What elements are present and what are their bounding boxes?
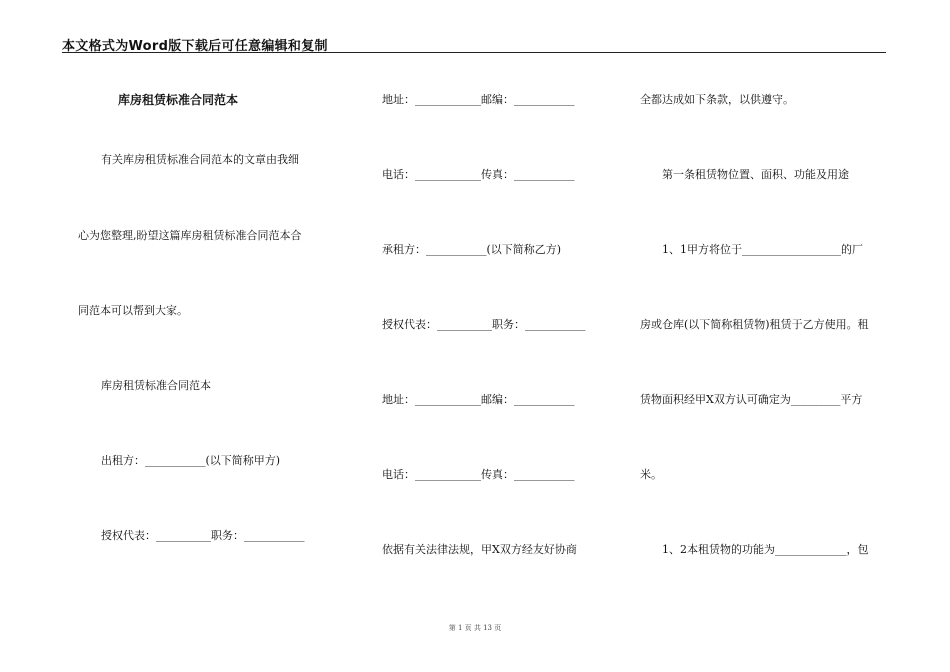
section-heading: 库房租赁标准合同范本 [101, 379, 211, 392]
paragraph-line: 同范本可以帮到大家。 [78, 304, 188, 317]
form-field-line: 承租方：___________(以下简称乙方) [382, 243, 562, 256]
form-field-line: 电话：____________传真：___________ [382, 468, 575, 481]
paragraph-line: 1、2本租赁物的功能为_____________，包 [662, 543, 869, 556]
paragraph-line: 米。 [640, 468, 662, 481]
section-heading: 第一条租赁物位置、面积、功能及用途 [662, 168, 849, 181]
page-number: 第 1 页 共 13 页 [448, 624, 502, 632]
form-field-line: 地址：____________邮编：___________ [382, 393, 575, 406]
header-divider [62, 52, 886, 53]
paragraph-line: 心为您整理,盼望这篇库房租赁标准合同范本合 [78, 229, 302, 242]
form-field-line: 地址：____________邮编：___________ [382, 93, 575, 106]
form-field-line: 出租方：___________(以下简称甲方) [101, 454, 281, 467]
document-header: 本文格式为Word版下载后可任意编辑和复制 [62, 39, 328, 54]
paragraph-line: 房或仓库(以下简称租赁物)租赁于乙方使用。租 [640, 318, 869, 331]
document-title: 库房租赁标准合同范本 [118, 93, 239, 107]
form-field-line: 电话：____________传真：___________ [382, 168, 575, 181]
paragraph-line: 1、1甲方将位于__________________的厂 [662, 243, 863, 256]
form-field-line: 授权代表：__________职务：___________ [101, 529, 305, 542]
form-field-line: 授权代表：__________职务：___________ [382, 318, 586, 331]
paragraph-line: 依据有关法律法规，甲X双方经友好协商 [382, 543, 577, 556]
paragraph-line: 赁物面积经甲X双方认可确定为_________平方 [640, 393, 863, 406]
paragraph-line: 有关库房租赁标准合同范本的文章由我细 [101, 153, 299, 166]
paragraph-line: 全都达成如下条款，以供遵守。 [640, 93, 794, 106]
